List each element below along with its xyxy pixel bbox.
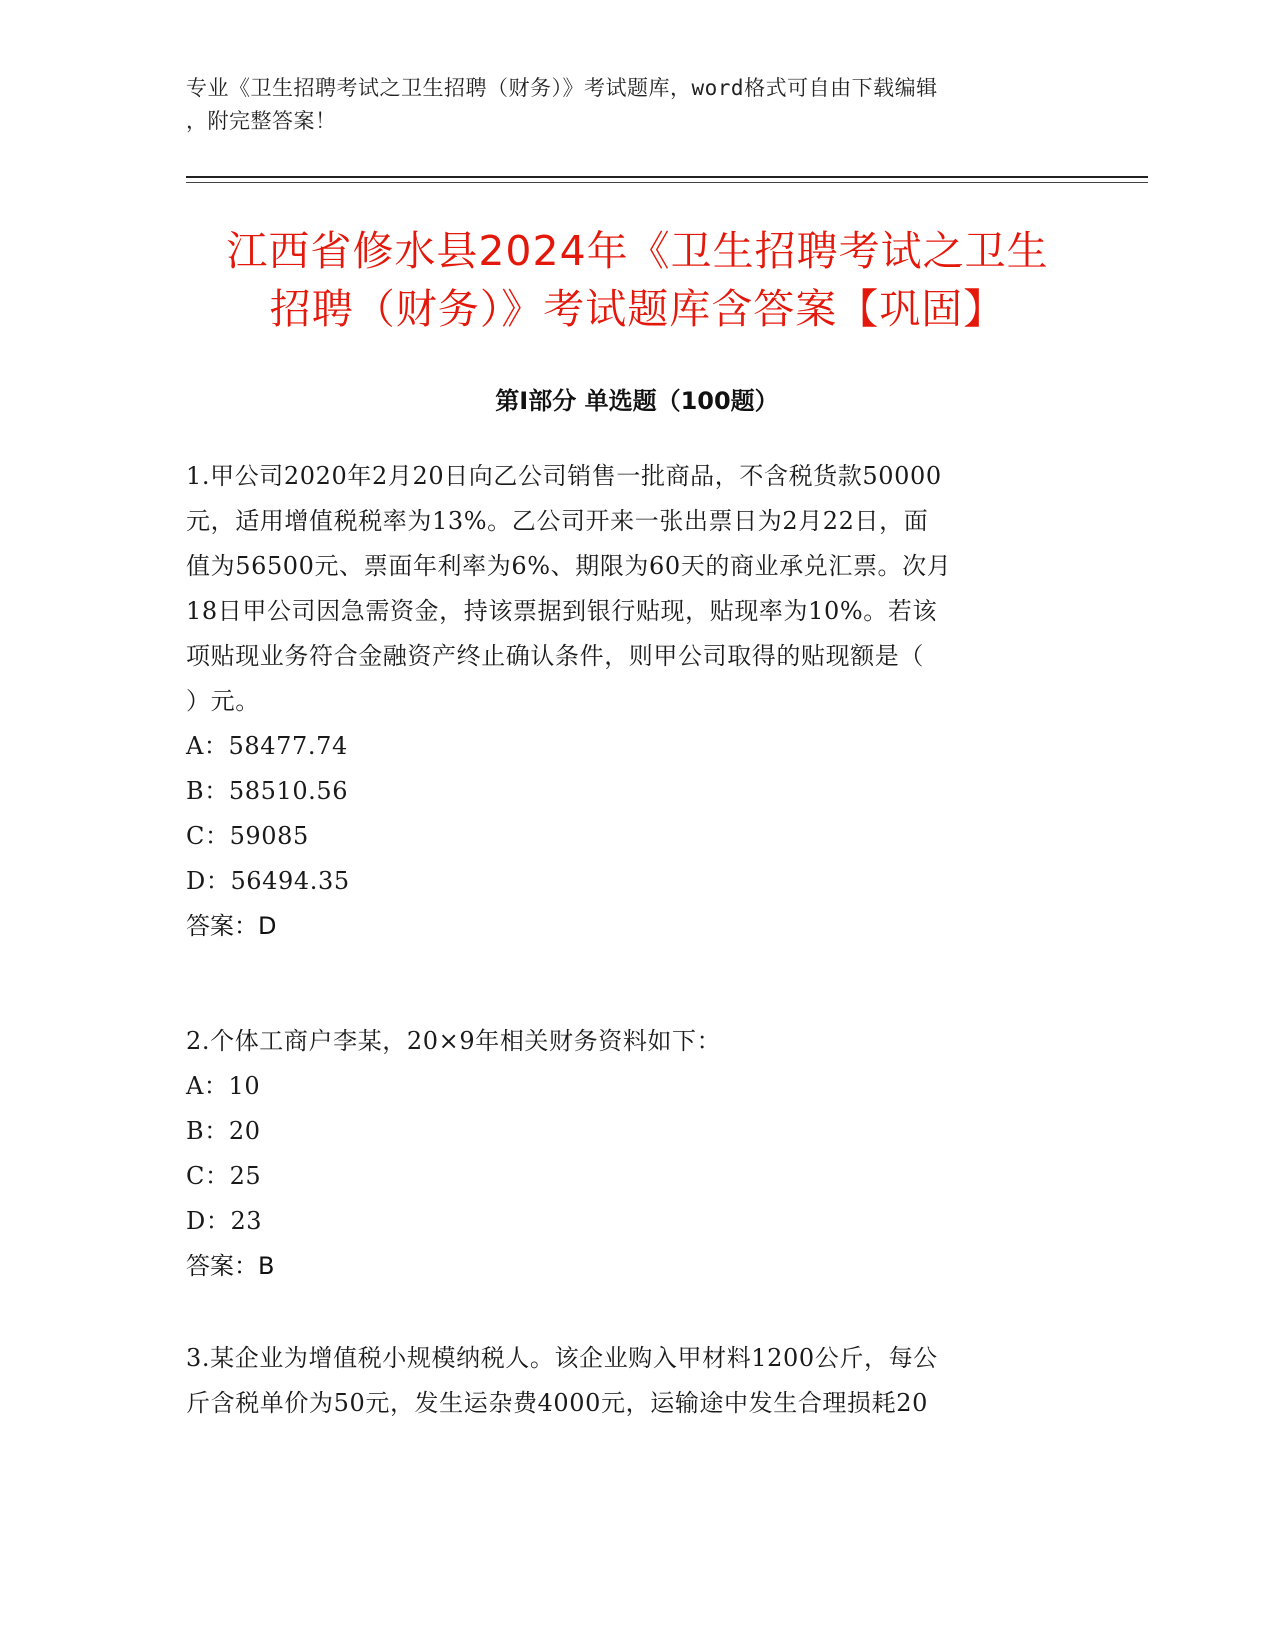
option-b: B：20: [186, 1117, 261, 1145]
option-d: D：56494.35: [186, 867, 350, 895]
option-b: B：58510.56: [186, 777, 349, 805]
answer-label: 答案：D: [186, 912, 277, 940]
header-note: [186, 72, 1066, 138]
header-note-line: ，附完整答案！: [186, 109, 337, 133]
question-stem-line: 值为56500元、票面年利率为6%、期限为60天的商业承兑汇票。次月: [186, 552, 952, 580]
question-stem: [186, 1019, 1081, 1064]
question-stem-line: 项贴现业务符合金融资产终止确认条件，则甲公司取得的贴现额是（: [186, 642, 924, 670]
header-divider: [186, 176, 1148, 178]
document-title: [150, 222, 1125, 338]
question-stem-line: 斤含税单价为50元，发生运杂费4000元，运输途中发生合理损耗20: [186, 1389, 928, 1417]
question-stem-line: 元，适用增值税税率为13%。乙公司开来一张出票日为2月22日，面: [186, 507, 929, 535]
question-stem-line: ）元。: [186, 687, 260, 715]
question-stem: [186, 1336, 1081, 1426]
question-stem: [186, 454, 1081, 724]
question-stem-line: 3.某企业为增值税小规模纳税人。该企业购入甲材料1200公斤，每公: [186, 1344, 938, 1372]
section-heading: 第Ⅰ部分 单选题（100题）: [495, 387, 779, 415]
question-stem-line: 2.个体工商户李某，20×9年相关财务资料如下：: [186, 1027, 722, 1055]
option-c: C：25: [186, 1162, 262, 1190]
question-stem-line: 18日甲公司因急需资金，持该票据到银行贴现，贴现率为10%。若该: [186, 597, 938, 625]
question-stem-line: 1.甲公司2020年2月20日向乙公司销售一批商品，不含税货款50000: [186, 462, 942, 490]
document-title-line: 江西省修水县2024年《卫生招聘考试之卫生: [226, 227, 1049, 275]
header-note-line: 专业《卫生招聘考试之卫生招聘（财务）》考试题库，word格式可自由下载编辑: [186, 76, 938, 100]
answer-label: 答案：B: [186, 1252, 275, 1280]
header-divider-thin: [186, 182, 1148, 183]
document-title-line: 招聘（财务）》考试题库含答案【巩固】: [269, 285, 1006, 333]
option-a: A：58477.74: [186, 732, 348, 760]
option-c: C：59085: [186, 822, 309, 850]
option-a: A：10: [186, 1072, 261, 1100]
option-d: D：23: [186, 1207, 263, 1235]
